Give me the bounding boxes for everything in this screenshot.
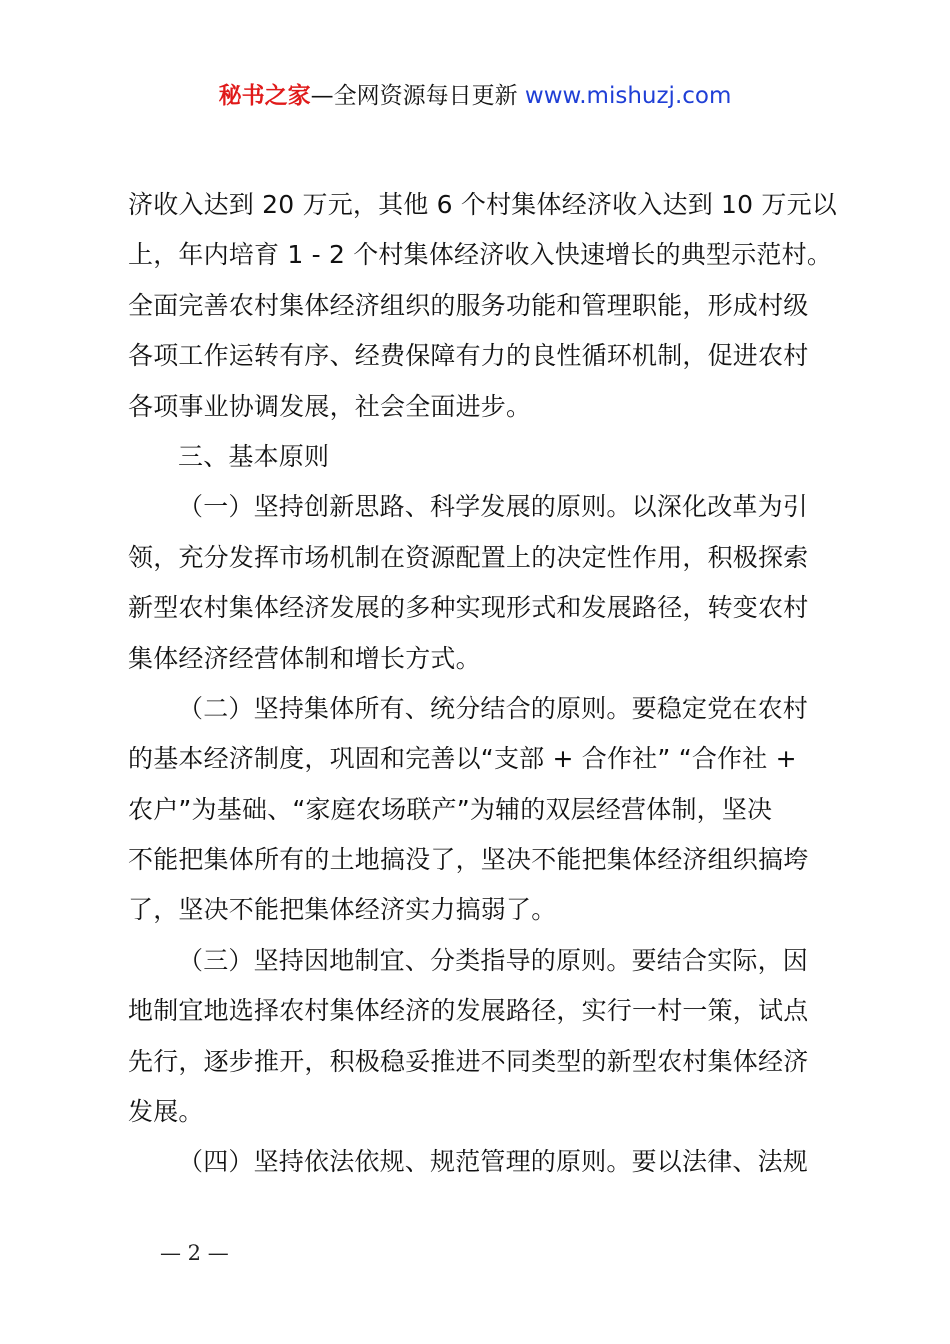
site-brand: 秘书之家: [218, 83, 311, 109]
text-line: 的基本经济制度，巩固和完善以“支部 + 合作社” “合作社 +: [128, 744, 797, 774]
principle-heading-line: （四）坚持依法依规、规范管理的原则。要以法律、法规: [178, 1147, 809, 1177]
text-line: 不能把集体所有的土地搞没了，坚决不能把集体经济组织搞垮: [128, 845, 809, 875]
site-tagline: —全网资源每日更新: [310, 83, 525, 109]
principle-heading-line: （一）坚持创新思路、科学发展的原则。以深化改革为引: [178, 492, 809, 522]
section-heading: 三、基本原则: [178, 441, 330, 471]
text-line: 全面完善农村集体经济组织的服务功能和管理职能，形成村级: [128, 290, 809, 320]
principle-heading-line: （三）坚持因地制宜、分类指导的原则。要结合实际，因: [178, 945, 809, 975]
text-line: 了，坚决不能把集体经济实力搞弱了。: [128, 895, 557, 925]
text-line: 新型农村集体经济发展的多种实现形式和发展路径，转变农村: [128, 593, 809, 623]
site-header: [0, 80, 950, 112]
page-number: — 2 —: [160, 1241, 229, 1265]
text-line: 上，年内培育 1 - 2 个村集体经济收入快速增长的典型示范村。: [128, 240, 833, 270]
text-line: 农户”为基础、“家庭农场联产”为辅的双层经营体制，坚决: [128, 794, 773, 824]
site-url-link[interactable]: www.mishuzj.com: [524, 83, 732, 109]
text-line: 集体经济经营体制和增长方式。: [128, 643, 481, 673]
principle-heading-line: （二）坚持集体所有、统分结合的原则。要稳定党在农村: [178, 693, 809, 723]
text-line: 先行，逐步推开，积极稳妥推进不同类型的新型农村集体经济: [128, 1046, 809, 1076]
text-line: 济收入达到 20 万元，其他 6 个村集体经济收入达到 10 万元以: [128, 190, 838, 219]
text-line: 各项事业协调发展，社会全面进步。: [128, 391, 532, 421]
text-line: 发展。: [128, 1097, 204, 1127]
text-line: 领，充分发挥市场机制在资源配置上的决定性作用，积极探索: [128, 542, 809, 572]
text-line: 地制宜地选择农村集体经济的发展路径，实行一村一策，试点: [128, 996, 809, 1026]
document-body: [128, 180, 838, 1188]
text-line: 各项工作运转有序、经费保障有力的良性循环机制，促进农村: [128, 341, 809, 371]
